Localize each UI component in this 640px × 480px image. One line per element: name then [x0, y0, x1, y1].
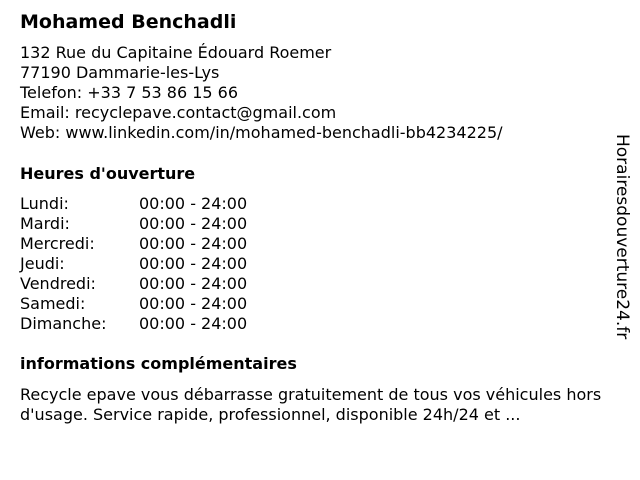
- day-label: Mercredi:: [20, 234, 95, 253]
- time-range: 00:00 - 24:00: [139, 294, 248, 313]
- additional-info-heading: informations complémentaires: [20, 354, 297, 373]
- hours-row-tuesday: [20, 214, 280, 234]
- day-label: Vendredi:: [20, 274, 96, 293]
- day-label: Dimanche:: [20, 314, 107, 333]
- business-description: Recycle epave vous débarrasse gratuitement de tous vos véhicules hors d'usage. Service rapide, professionnel, disponible 24h/24 et ...: [20, 385, 602, 424]
- contact-block: [20, 43, 503, 143]
- day-label: Lundi:: [20, 194, 69, 213]
- time-range: 00:00 - 24:00: [139, 194, 248, 213]
- hours-row-sunday: [20, 314, 280, 334]
- address-city: 77190 Dammarie-les-Lys: [20, 63, 220, 82]
- time-range: 00:00 - 24:00: [139, 214, 248, 233]
- hours-row-saturday: [20, 294, 280, 314]
- opening-hours-heading: Heures d'ouverture: [20, 164, 196, 183]
- address-street: 132 Rue du Capitaine Édouard Roemer: [20, 43, 332, 62]
- email-address: Email: recyclepave.contact@gmail.com: [20, 103, 337, 122]
- time-range: 00:00 - 24:00: [139, 254, 248, 273]
- day-label: Jeudi:: [20, 254, 65, 273]
- hours-row-wednesday: [20, 234, 280, 254]
- hours-row-monday: [20, 194, 280, 214]
- hours-row-friday: [20, 274, 280, 294]
- day-label: Samedi:: [20, 294, 86, 313]
- phone-number: Telefon: +33 7 53 86 15 66: [20, 83, 239, 102]
- day-label: Mardi:: [20, 214, 70, 233]
- business-name: Mohamed Benchadli: [20, 11, 237, 33]
- site-watermark: Horairesdouverture24.fr: [612, 134, 632, 340]
- website-url: Web: www.linkedin.com/in/mohamed-benchadli-bb4234225/: [20, 123, 503, 142]
- opening-hours-table: [20, 194, 280, 334]
- hours-row-thursday: [20, 254, 280, 274]
- time-range: 00:00 - 24:00: [139, 314, 248, 333]
- time-range: 00:00 - 24:00: [139, 274, 248, 293]
- time-range: 00:00 - 24:00: [139, 234, 248, 253]
